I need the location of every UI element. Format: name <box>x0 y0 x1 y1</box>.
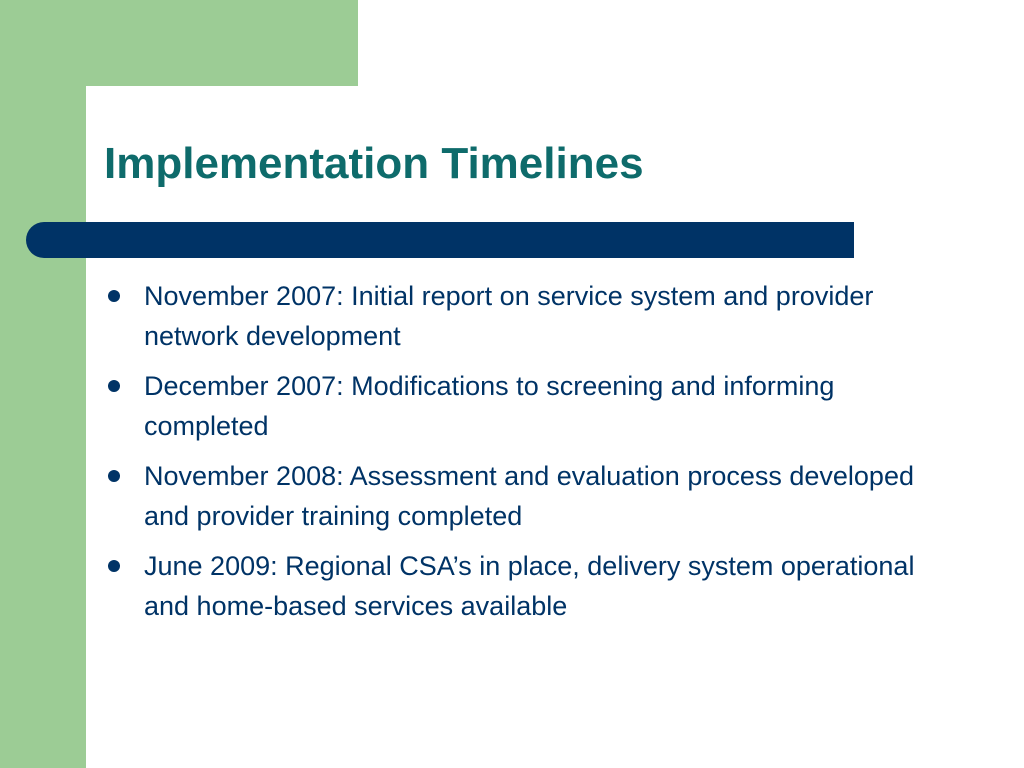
bullet-item <box>104 276 954 356</box>
green-left-band <box>0 0 86 768</box>
bullet-text: December 2007: Modifications to screening and informing completed <box>144 371 835 441</box>
bullet-item <box>104 366 954 446</box>
bullet-dot-icon <box>108 290 120 302</box>
bullet-item <box>104 546 954 626</box>
bullet-item <box>104 456 954 536</box>
bullet-list <box>104 276 954 636</box>
bullet-dot-icon <box>108 470 120 482</box>
bullet-text: November 2007: Initial report on service system and provider network development <box>144 281 874 351</box>
title-underline-bar <box>26 222 854 258</box>
green-top-band <box>0 0 358 86</box>
bullet-text: June 2009: Regional CSA’s in place, delivery system operational and home-based services available <box>144 551 915 621</box>
slide-title: Implementation Timelines <box>104 139 644 188</box>
bullet-dot-icon <box>108 560 120 572</box>
bullet-text: November 2008: Assessment and evaluation process developed and provider training completed <box>144 461 914 531</box>
bullet-dot-icon <box>108 380 120 392</box>
